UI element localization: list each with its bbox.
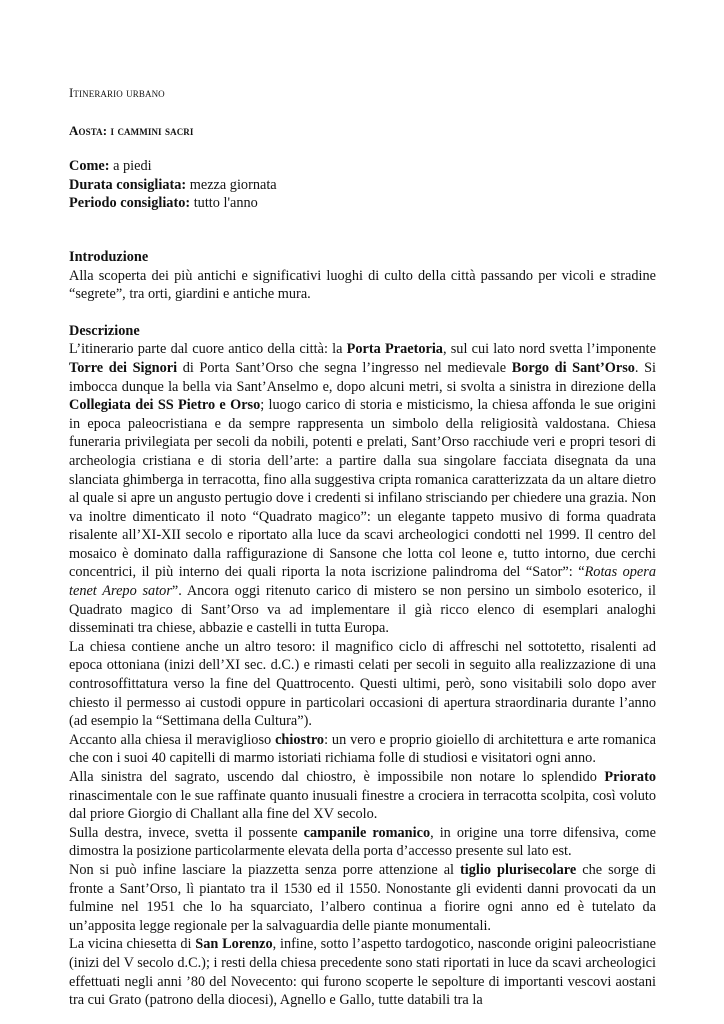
- intro-heading: Introduzione: [69, 248, 149, 265]
- description-paragraph-3: Accanto alla chiesa il meraviglioso chiostro: un vero e proprio gioiello di architettura e arte romanica che con i suoi 40 capitelli di marmo istoriati richiama folle di studiosi e visitatori ogni anno.: [69, 731, 656, 767]
- description-heading: Descrizione: [69, 322, 140, 339]
- description-paragraph-2: La chiesa contiene anche un altro tesoro: il magnifico ciclo di affreschi nel sottotetto, risalenti ad epoca ottoniana (inizi dell’XI sec. d.C.) e rimasti celati per secoli in seguito alla realizzazione di una controsoffittatura verso la fine del Quattrocento. Questi ultimi, però, sono visitabili solo dopo aver chiesto il permesso ai custodi oppure in particolari occasioni di apertura straordinaria durante l’anno (ad esempio la “Settimana della Cultura”).: [69, 638, 656, 730]
- description-paragraph-4: Alla sinistra del sagrato, uscendo dal chiostro, è impossibile non notare lo splendido Priorato rinascimentale con le sue raffinate quanto inusuali finestre a crociera in terracotta scolpita, così voluto dal priore Giorgio di Challant alla fine del XV secolo.: [69, 769, 656, 823]
- description-paragraph-6: Non si può infine lasciare la piazzetta senza porre attenzione al tiglio plurisecolare che sorge di fronte a Sant’Orso, lì piantato tra il 1530 ed il 1550. Nonostante gli evidenti danni provocati da un fulmine nel 1951 che lo ha squarciato, l’albero continua a fiorire ogni anno ed è tutelato da un’apposita legge regionale per la salvaguardia delle piante monumentali.: [69, 861, 656, 934]
- meta-info: [69, 157, 656, 213]
- itinerary-title: [69, 122, 656, 141]
- description-paragraph-1: L’itinerario parte dal cuore antico della città: la Porta Praetoria, sul cui lato nord svetta l’imponente Torre dei Signori di Porta Sant’Orso che segna l’ingresso nel medievale Borgo di Sant’Orso. Si imbocca dunque la bella via Sant’Anselmo e, dopo alcuni metri, si svolta a sinistra in direzione della Collegiata dei SS Pietro e Orso; luogo carico di storia e misticismo, la chiesa affonda le sue origini in epoca paleocristiana e da sempre rappresenta un simbolo della religiosità valdostana. Chiesa funeraria privilegiata per secoli da nobili, potenti e prelati, Sant’Orso racchiude veri e propri tesori di archeologia cristiana e di storia dell’arte: a partire dalla sua singolare facciata disegnata da una slanciata ghimberga in terracotta, fino alla suggestiva cripta romanica caratterizzata da un altare dietro al quale si apre un angusto pertugio dove i credenti si infilano strisciando per chiedere una grazia. Non va inoltre dimenticato il noto “Quadrato magico”: un elegante tappeto musivo di forma quadrata risalente all’XI-XII secolo e riportato alla luce da scavi archeologici condotti nel 1999. Il centro del mosaico è dominato dalla raffigurazione di Sansone che lotta col leone e, tutto intorno, due cerchi concentrici, il più interno dei quali riporta la nota iscrizione palindroma del “Sator”: “Rotas opera tenet Arepo sator”. Ancora oggi ritenuto carico di mistero se non persino un simbolo esoterico, il Quadrato magico di Sant’Orso va ad implementare il già ricco elenco di esemplari analoghi disseminati tra chiese, abbazie e castelli in tutta Europa.: [69, 341, 657, 637]
- meta-periodo: Periodo consigliato: tutto l'anno: [69, 195, 258, 212]
- intro-text: Alla scoperta dei più antichi e significativi luoghi di culto della città passando per vicoli e stradine “segrete”, tra orti, giardini e antiche mura.: [69, 267, 656, 303]
- description-paragraph-5: Sulla destra, invece, svetta il possente campanile romanico, in origine una torre difensiva, come dimostra la posizione particolarmente elevata della porta d’accesso presente sul lato est.: [69, 824, 656, 860]
- description-paragraph-7: La vicina chiesetta di San Lorenzo, infine, sotto l’aspetto tardogotico, nasconde origini paleocristiane (inizi del V secolo d.C.); i resti della chiesa precedente sono stati riportati in luce da scavi archeologici effettuati negli anni ’80 del Novecento: qui furono scoperte le sepolture di importanti vescovi aostani tra cui Grato (patrono della diocesi), Agnello e Gallo, tutte databili tra la: [69, 936, 656, 1009]
- itinerary-title-text: Aosta: i cammini sacri: [69, 122, 194, 138]
- itinerary-type: Itinerario urbano: [69, 85, 165, 100]
- meta-come: Come: a piedi: [69, 158, 152, 175]
- meta-durata: Durata consigliata: mezza giornata: [69, 176, 277, 193]
